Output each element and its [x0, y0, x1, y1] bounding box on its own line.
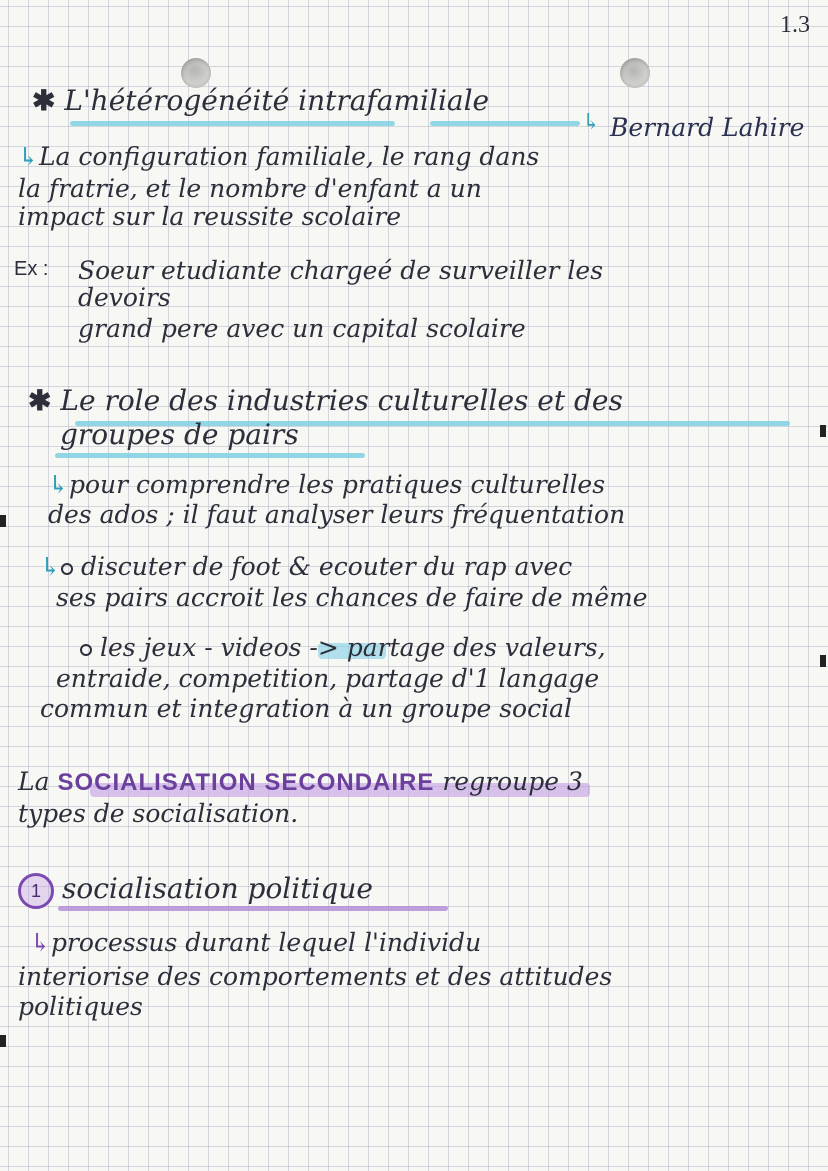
- bullet-icon: [80, 644, 92, 656]
- text-line-content: pour comprendre les pratiques culturelles: [68, 470, 606, 499]
- section2-heading: [28, 384, 623, 417]
- text-line-content: La configuration familiale, le rang dans: [38, 142, 540, 171]
- intro-line: [18, 767, 583, 797]
- asterisk-icon: ✱: [28, 384, 52, 417]
- intro-prefix: La: [18, 767, 50, 796]
- example-line: grand pere avec un capital scolaire: [78, 314, 526, 343]
- arrow-icon: ↳: [30, 928, 51, 957]
- bullet-line: [40, 552, 572, 581]
- arrow-icon: ↳: [18, 142, 39, 171]
- text-line: [48, 470, 605, 499]
- socialisation-secondaire-term: SOCIALISATION SECONDAIRE: [57, 769, 435, 796]
- bullet-text: discuter de foot & ecouter du rap avec: [80, 552, 573, 581]
- heading-underline: [55, 453, 365, 458]
- section1-heading-text: L'hétérogénéité intrafamiliale: [64, 84, 490, 117]
- heading-underline: [70, 121, 395, 126]
- bullet-line: [80, 633, 606, 662]
- page-number: 1.3: [780, 12, 810, 38]
- text-line-content: processus durant lequel l'individu: [50, 928, 482, 957]
- text-line: [30, 928, 481, 957]
- example-label: [14, 258, 48, 281]
- text-line: la fratrie, et le nombre d'enfant a un: [18, 174, 482, 203]
- edge-mark: [820, 425, 826, 437]
- arrow-icon: ↳: [40, 552, 61, 581]
- author-name: Bernard Lahire: [610, 113, 805, 142]
- text-line: [18, 142, 539, 171]
- section2-heading-text: Le role des industries culturelles et des: [60, 384, 623, 417]
- number-circle-icon: 1: [18, 873, 54, 909]
- bullet-text: les jeux - videos -> partage des valeurs,: [100, 633, 606, 662]
- example-label-text: Ex :: [14, 258, 49, 280]
- text-line: des ados ; il faut analyser leurs fréquentation: [48, 500, 626, 529]
- text-line: politiques: [18, 992, 143, 1021]
- arrow-icon: ↳: [582, 110, 601, 135]
- punch-hole-right: [620, 58, 650, 88]
- section1-heading: [32, 84, 489, 117]
- edge-mark: [820, 655, 826, 667]
- example-line: Soeur etudiante chargeé de surveiller les: [78, 256, 604, 285]
- heading-underline: [430, 121, 580, 126]
- edge-mark: [0, 1035, 6, 1047]
- asterisk-icon: ✱: [32, 84, 56, 117]
- intro-suffix: regroupe 3: [442, 767, 583, 796]
- arrow-icon: ↳: [48, 470, 69, 499]
- bullet-line: entraide, competition, partage d'1 langage: [56, 664, 600, 693]
- text-line: impact sur la reussite scolaire: [18, 202, 402, 231]
- bullet-line: ses pairs accroit les chances de faire de même: [56, 583, 648, 612]
- item-title: socialisation politique: [62, 872, 373, 905]
- bullet-icon: [61, 563, 73, 575]
- section2-heading-line2: groupes de pairs: [60, 418, 299, 451]
- intro-line: types de socialisation.: [18, 799, 299, 828]
- text-line: interiorise des comportements et des attitudes: [18, 962, 613, 991]
- bullet-line: commun et integration à un groupe social: [40, 694, 572, 723]
- title-underline: [58, 906, 448, 911]
- example-line: devoirs: [78, 283, 171, 312]
- edge-mark: [0, 515, 6, 527]
